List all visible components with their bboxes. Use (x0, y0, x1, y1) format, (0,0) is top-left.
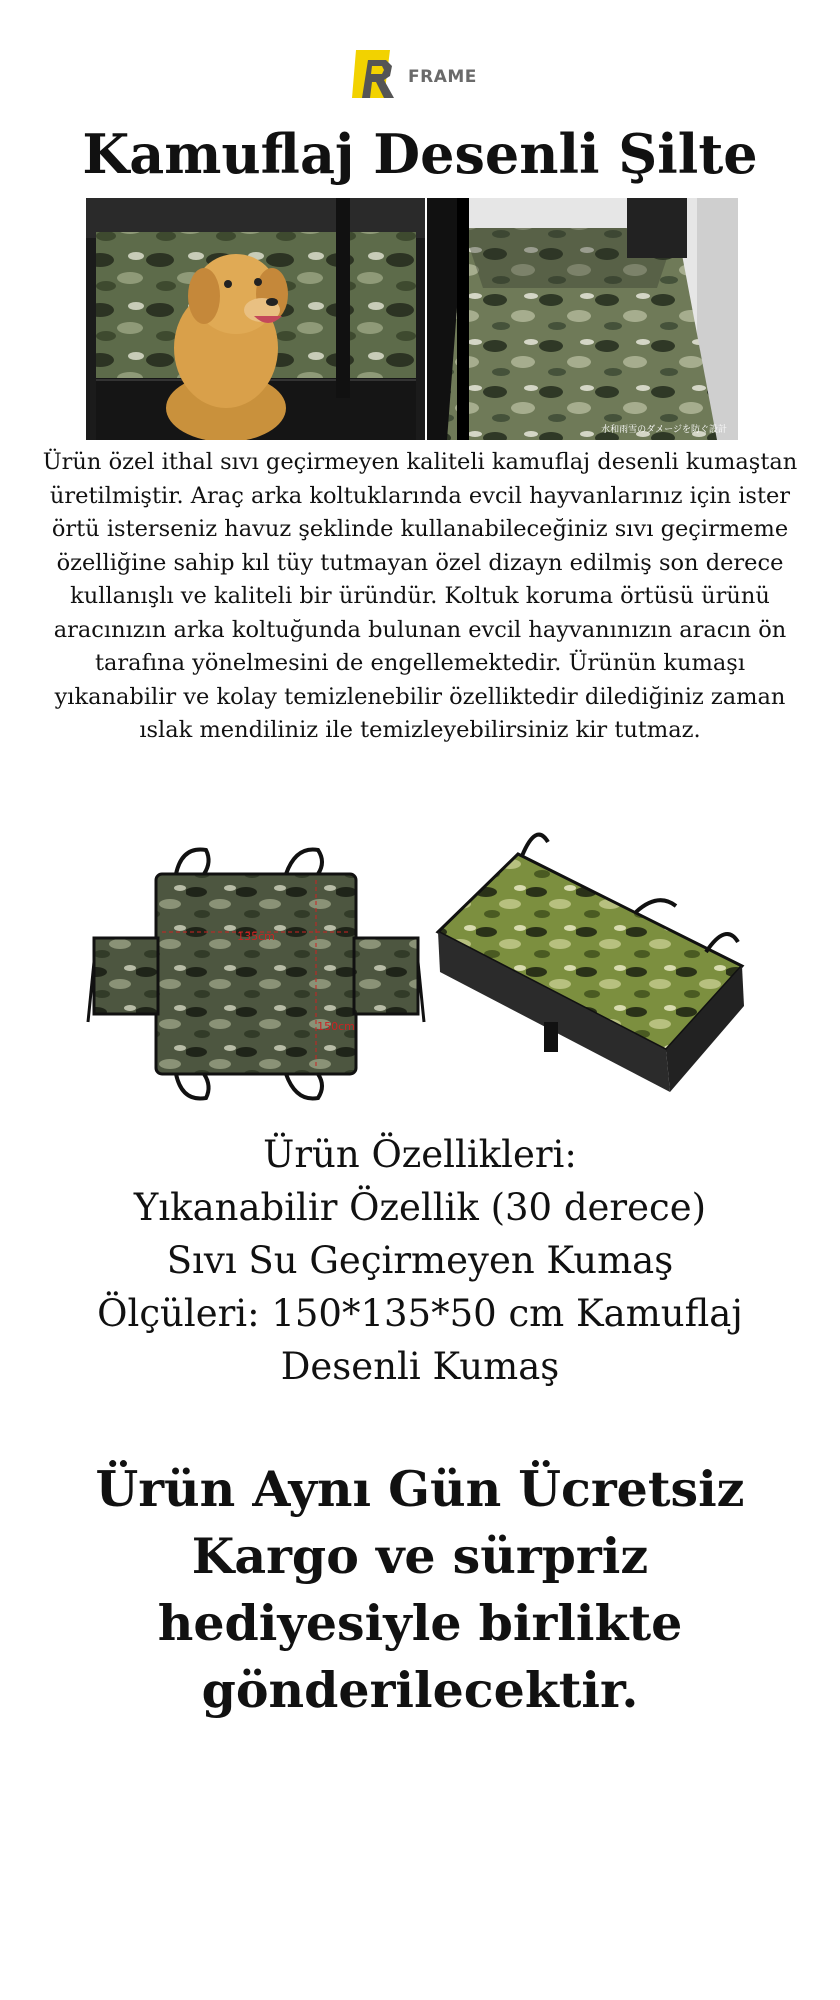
product-features (60, 1128, 780, 1393)
product-description: Ürün özel ithal sıvı geçirmeyen kaliteli kamuflaj desenli kumaştan üretilmiştir. Araç arka koltuklarında evcil hayvanlarınız için ister örtü isterseniz havuz şeklinde kullanabileceğiniz sıvı geçirmeme özelliğine sahip kıl tüy tutmayan özel dizayn edilmiş son derece kullanışlı ve kaliteli bir üründür. Koltuk koruma örtüsü ürünü aracınızın arka koltuğunda bulunan evcil hayvanınızın aracın ön tarafına yönelmesini de engellemektedir. Ürünün kumaşı yıkanabilir ve kolay temizlenebilir özelliktedir dilediğiniz zaman ıslak mendiliniz ile temizleyebilirsiniz kir tutmaz. (42, 449, 798, 743)
feature-waterproof: Sıvı Su Geçirmeyen Kumaş (166, 1239, 674, 1282)
logo-mark-icon (350, 46, 406, 102)
shipping-promo-text: Ürün Aynı Gün Ücretsiz Kargo ve sürpriz hediyesiyle birlikte gönderilecektir. (95, 1460, 745, 1719)
hero-photo-row (86, 198, 738, 440)
dimension-label-width: 135cm (237, 930, 275, 943)
page-title: Kamuflaj Desenli Şilte (82, 122, 758, 186)
feature-washable: Yıkanabilir Özellik (30 derece) (133, 1186, 707, 1229)
flat-seat-cover-image (86, 802, 426, 1132)
feature-dimensions: Ölçüleri: 150*135*50 cm Kamuflaj Desenli Kumaş (97, 1292, 743, 1388)
hammock-seat-cover-photo (427, 198, 738, 440)
dog-seat-cover-photo (86, 198, 425, 440)
product-images-row (86, 802, 756, 1132)
photo-caption: 水和雨雪のダメージを防ぐ設計 (601, 425, 727, 435)
logo-text: FRAME (408, 67, 477, 87)
dimension-label-length: 150cm (317, 1020, 355, 1033)
features-heading: Ürün Özellikleri: (263, 1133, 577, 1176)
hammock-seat-cover-image (426, 802, 756, 1132)
brand-logo[interactable] (350, 46, 500, 102)
